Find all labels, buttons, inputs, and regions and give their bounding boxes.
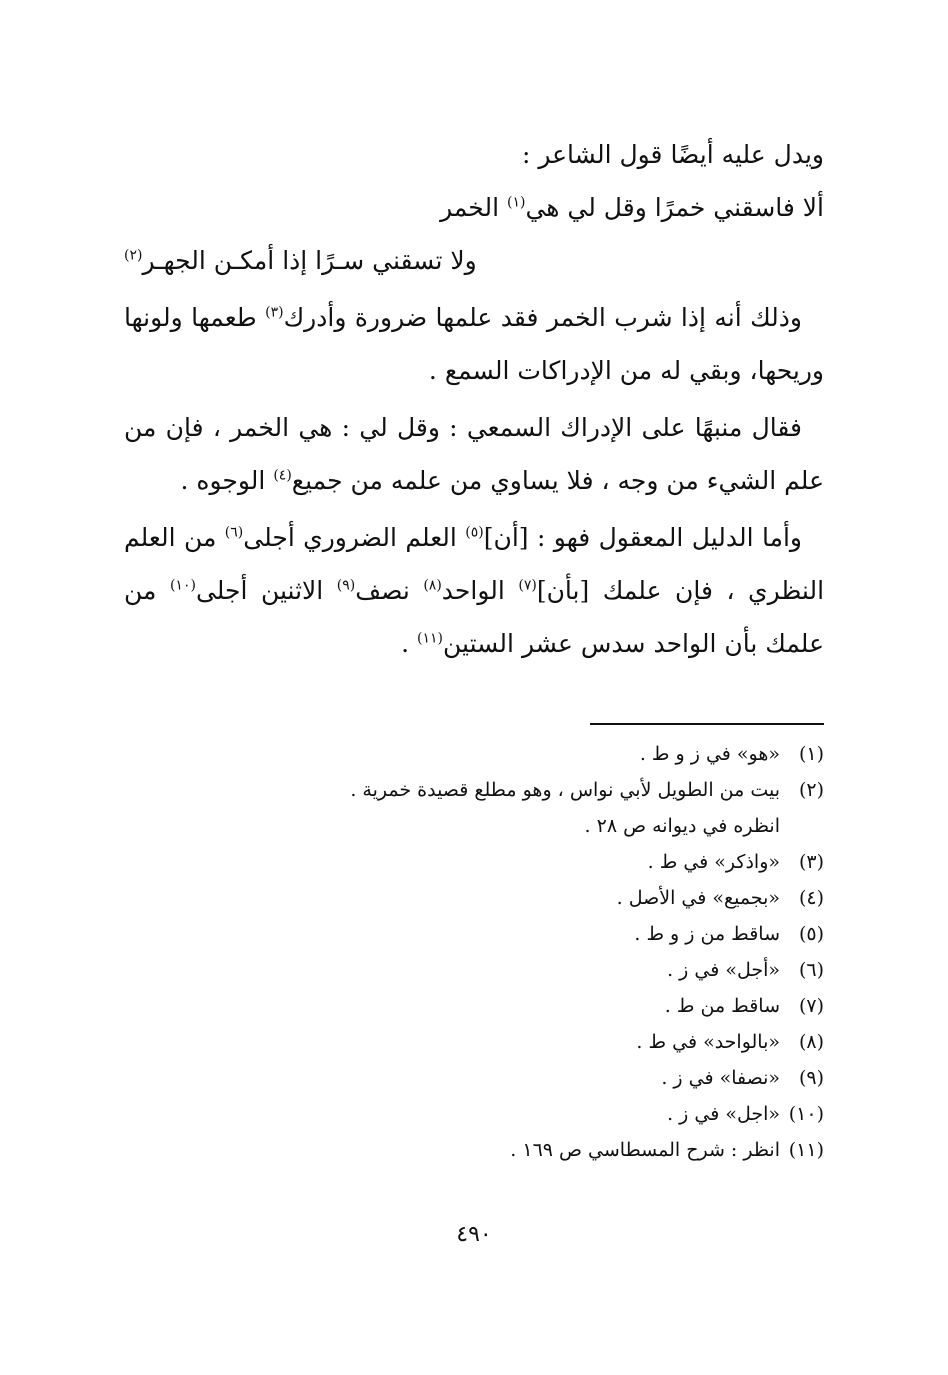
paragraph-3 [124,511,824,670]
footnote-text: «نصفا» في ز . [661,1067,780,1089]
paragraph-3-text-h: . [401,629,410,658]
footnote-ref-7: (٧) [518,577,537,594]
footnote-number: (٧) [798,995,824,1017]
footnote-ref-5: (٥) [465,524,484,541]
verse-text-1a: ألا فاسقني خمرًا وقل لي هي [525,193,824,222]
footnote-ref-8: (٨) [423,577,442,594]
paragraph-3-text-c: من العلم النظري ، فإن علمك [بأن] [124,523,825,605]
paragraph-3-text-d: الواحد [441,576,505,605]
verse-text-2: ولا تسقني سـرًا إذا أمكـن الجهـر [142,246,477,275]
footnote-item [124,916,824,952]
footnote-ref-2: (٢) [124,247,143,264]
paragraph-3-text-g: من علمك بأن الواحد سدس عشر الستين [124,576,824,658]
footnote-item [124,880,824,916]
footnote-number: (٤) [798,887,824,909]
footnotes [124,736,824,1168]
footnote-number: (٦) [798,959,824,981]
footnote-number: (١) [798,743,824,765]
footnote-item [124,1132,824,1168]
footnote-text: انظر : شرح المسطاسي ص ١٦٩ . [510,1139,780,1161]
verse-text-1b: الخمر [440,193,500,222]
paragraph-3-text-a: وأما الدليل المعقول فهو : [أن] [483,523,802,552]
footnote-number: (١٠) [788,1103,824,1125]
footnote-text: ساقط من ز و ط . [634,923,780,945]
footnote-text: «بجميع» في الأصل . [616,887,780,909]
footnote-number: (٩) [798,1067,824,1089]
footnote-ref-1: (١) [506,194,526,211]
footnote-number: (٢) [798,779,824,801]
footnote-item [124,772,824,808]
main-text [124,128,824,670]
footnote-ref-10: (١٠) [169,577,196,594]
paragraph-1-text-b: طعمها ولونها وريحها، وبقي له من الإدراكات السمع . [124,303,824,385]
paragraph-1-text-a: وذلك أنه إذا شرب الخمر فقد علمها ضرورة وأدرك [283,303,803,332]
footnote-text: ساقط من ط . [664,995,780,1017]
verse-hemistich-2 [124,234,824,287]
footnote-item [124,952,824,988]
footnote-text: «بالواحد» في ط . [636,1031,780,1053]
footnote-ref-4: (٤) [273,467,292,484]
page-number: ٤٩٠ [456,1222,492,1247]
footnote-item [124,1096,824,1132]
footnote-number: (٣) [798,851,824,873]
footnote-ref-11: (١١) [417,630,444,647]
footnote-text: «هو» في ز و ط . [639,743,780,765]
footnote-text: «اجل» في ز . [667,1103,780,1125]
footnote-text: «واذكر» في ط . [647,851,780,873]
intro-text: ويدل عليه أيضًا قول الشاعر : [521,140,824,169]
paragraph-2 [124,401,824,507]
footnote-number: (٥) [798,923,824,945]
footnote-item [124,988,824,1024]
footnote-ref-6: (٦) [224,524,244,541]
footnote-item [124,844,824,880]
paragraph-2-text-a: فقال منبهًا على الإدراك السمعي : وقل لي : هي الخمر ، فإن من علم الشيء من وجه ، فلا يساوي من علمه من جميع [124,413,824,495]
footnote-item [124,1024,824,1060]
footnote-divider [590,723,824,725]
footnote-text: بيت من الطويل لأبي نواس ، وهو مطلع قصيدة خمرية . [350,779,780,801]
verse-hemistich-1 [124,181,824,234]
footnote-continuation: انظره في ديوانه ص ٢٨ . [584,815,780,837]
footnote-number: (٨) [798,1031,824,1053]
intro-line [124,128,824,181]
footnote-item [124,1060,824,1096]
footnote-number: (١١) [788,1139,824,1161]
paragraph-3-text-f: الاثنين أجلى [195,576,324,605]
footnote-item [124,736,824,772]
paragraph-2-text-b: الوجوه . [180,466,266,495]
paragraph-1 [124,291,824,397]
paragraph-3-text-e: نصف [355,576,410,605]
footnote-ref-9: (٩) [336,577,356,594]
footnote-ref-3: (٣) [265,304,284,321]
paragraph-3-text-b: العلم الضروري أجلى [243,523,457,552]
footnote-text: «أجل» في ز . [667,959,780,981]
